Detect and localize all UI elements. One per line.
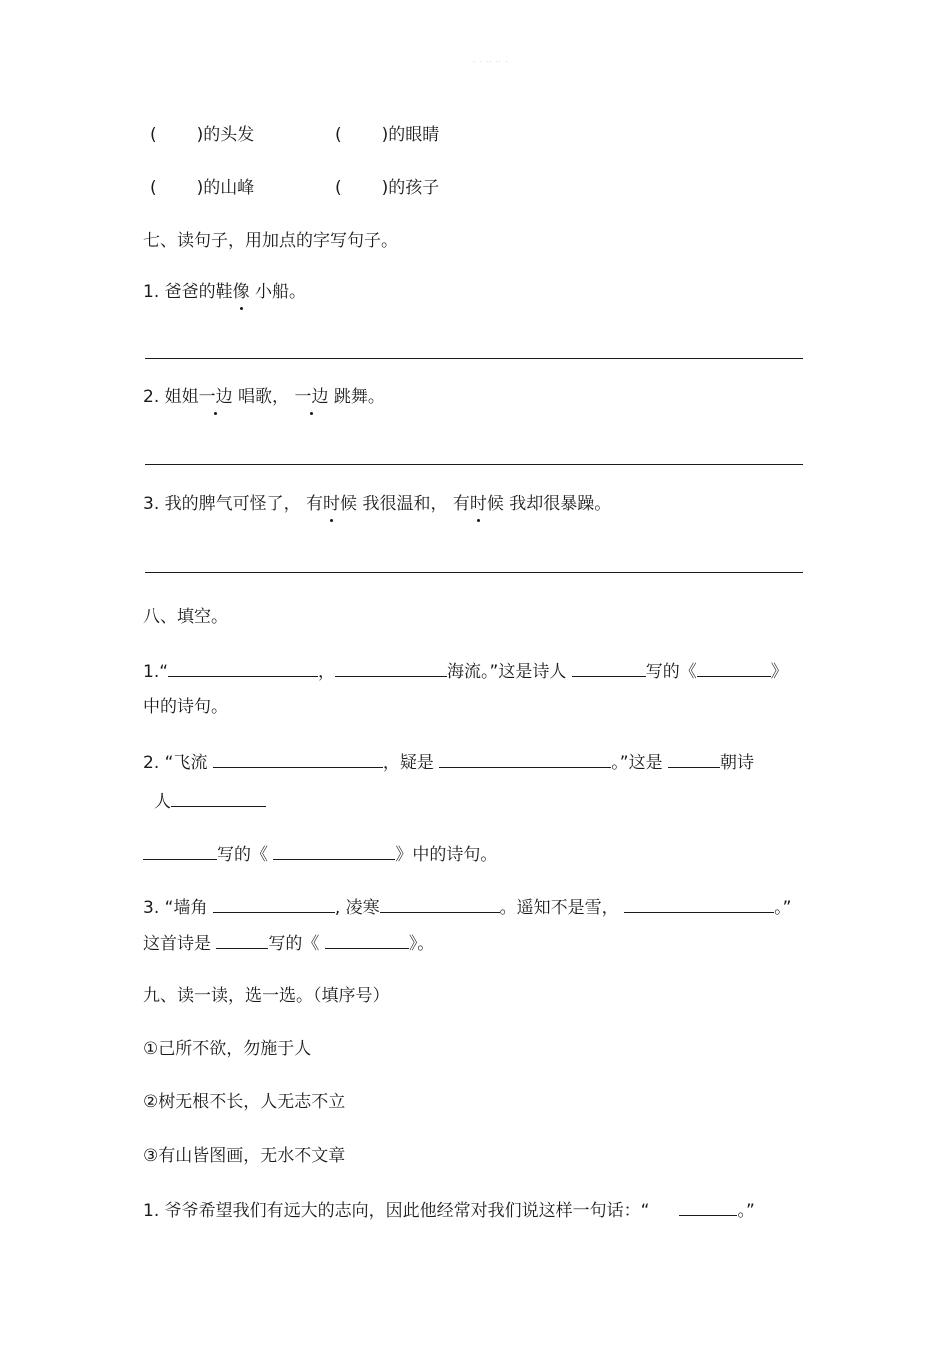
paren-item-hair: ( )的头发 (150, 125, 255, 145)
fill-blank[interactable] (213, 749, 383, 768)
paren-item-text: 的头发 (203, 125, 255, 145)
section8-q2-line2: 人 (154, 788, 266, 814)
answer-line-q2[interactable] (145, 464, 803, 465)
fill-blank[interactable] (439, 749, 611, 768)
section8-q3-line2: 这首诗是 写的《 》。 (143, 930, 434, 956)
dotted-word: 一边 (294, 387, 329, 407)
section8-q3: 3. “墙角 , 凌寒 。遥知不是雪， 。” (143, 894, 791, 920)
fill-blank[interactable] (216, 930, 268, 949)
section8-title: 八、填空。 (143, 607, 228, 627)
section7-q2: 2. 姐姐一边 唱歌， 一边 跳舞。 (143, 387, 385, 407)
dotted-char: 像 (232, 282, 250, 302)
fill-blank[interactable] (679, 1197, 737, 1216)
paren-item-text: 的眼睛 (388, 125, 440, 145)
paren-item-peak: ( )的山峰 (150, 178, 255, 198)
fill-blank[interactable] (325, 930, 409, 949)
fill-blank[interactable] (380, 894, 500, 913)
header-mark: · · ·· ·· · (473, 58, 509, 66)
fill-blank[interactable] (697, 658, 771, 677)
section8-q1: 1.“ ， 海流。”这是诗人 写的《 》 (143, 658, 788, 684)
answer-line-q3[interactable] (145, 572, 803, 573)
section8-q1-line2: 中的诗句。 (143, 697, 228, 717)
fill-blank[interactable] (624, 894, 774, 913)
fill-blank[interactable] (572, 658, 646, 677)
fill-blank[interactable] (143, 841, 217, 860)
section9-title: 九、读一读，选一选。（填序号） (143, 986, 390, 1006)
answer-line-q1[interactable] (145, 358, 803, 359)
paren-item-text: 的山峰 (203, 178, 255, 198)
section8-q2-line3: 写的《 》中的诗句。 (143, 841, 497, 867)
section7-q1: 1. 爸爸的鞋像 小船。 (143, 282, 307, 302)
section9-option-3: ③有山皆图画，无水不文章 (143, 1146, 346, 1166)
section7-title: 七、读句子，用加点的字写句子。 (143, 231, 398, 251)
dotted-word: 有时候 (452, 494, 504, 514)
fill-blank[interactable] (168, 658, 318, 677)
fill-blank[interactable] (213, 894, 335, 913)
section7-q3: 3. 我的脾气可怪了， 有时候 我很温和， 有时候 我却很暴躁。 (143, 494, 612, 514)
fill-blank[interactable] (335, 658, 447, 677)
section9-option-2: ②树无根不长，人无志不立 (143, 1092, 346, 1112)
fill-blank[interactable] (273, 841, 395, 860)
paren-item-eyes: ( )的眼睛 (335, 125, 440, 145)
section9-option-1: ①己所不欲，勿施于人 (143, 1039, 312, 1059)
paren-item-child: ( )的孩子 (335, 178, 440, 198)
fill-blank[interactable] (668, 749, 720, 768)
dotted-word: 一边 (198, 387, 233, 407)
fill-blank[interactable] (171, 788, 266, 807)
section9-q1: 1. 爷爷希望我们有远大的志向，因此他经常对我们说这样一句话：“ 。” (143, 1197, 755, 1223)
section8-q2: 2. “飞流 ，疑是 。”这是 朝诗 (143, 749, 754, 775)
dotted-word: 有时候 (306, 494, 358, 514)
paren-item-text: 的孩子 (388, 178, 440, 198)
